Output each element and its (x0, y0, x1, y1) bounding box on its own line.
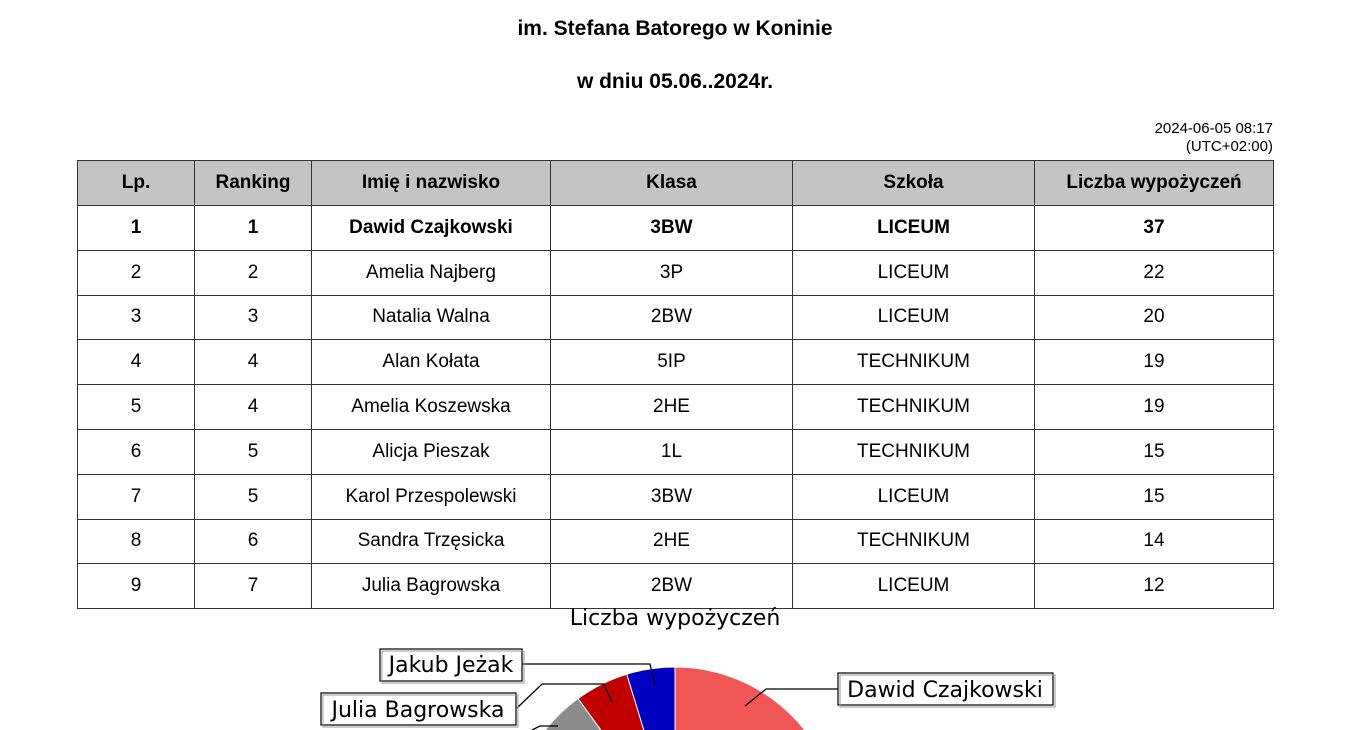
cell-lp: 8 (78, 519, 195, 564)
cell-name: Natalia Walna (312, 295, 551, 340)
cell-class: 1L (551, 429, 793, 474)
cell-name: Sandra Trzęsicka (312, 519, 551, 564)
cell-ranking: 5 (195, 474, 312, 519)
cell-name: Alan Kołata (312, 340, 551, 385)
cell-class: 2HE (551, 385, 793, 430)
cell-school: TECHNIKUM (793, 340, 1035, 385)
cell-loans: 20 (1035, 295, 1274, 340)
cell-ranking: 2 (195, 250, 312, 295)
cell-school: TECHNIKUM (793, 385, 1035, 430)
cell-loans: 12 (1035, 564, 1274, 609)
cell-loans: 14 (1035, 519, 1274, 564)
cell-class: 2BW (551, 295, 793, 340)
cell-loans: 19 (1035, 340, 1274, 385)
cell-loans: 15 (1035, 429, 1274, 474)
report-title-date: w dniu 05.06..2024r. (576, 70, 774, 93)
cell-class: 5IP (551, 340, 793, 385)
cell-name: Amelia Najberg (312, 250, 551, 295)
label-jezak: Jakub Jeżak (388, 653, 514, 678)
column-header-class: Klasa (551, 161, 793, 206)
cell-ranking: 6 (195, 519, 312, 564)
cell-school: LICEUM (793, 474, 1035, 519)
cell-class: 2BW (551, 564, 793, 609)
column-header-name: Imię i nazwisko (312, 161, 551, 206)
cell-school: TECHNIKUM (793, 519, 1035, 564)
cell-school: LICEUM (793, 564, 1035, 609)
cell-lp: 9 (78, 564, 195, 609)
timestamp-datetime: 2024-06-05 08:17 (1154, 120, 1273, 137)
cell-lp: 5 (78, 385, 195, 430)
cell-ranking: 7 (195, 564, 312, 609)
cell-class: 3BW (551, 474, 793, 519)
cell-loans: 19 (1035, 385, 1274, 430)
column-header-loans: Liczba wypożyczeń (1035, 161, 1274, 206)
cell-loans: 15 (1035, 474, 1274, 519)
cell-ranking: 5 (195, 429, 312, 474)
cell-school: TECHNIKUM (793, 429, 1035, 474)
cell-ranking: 4 (195, 340, 312, 385)
cell-ranking: 1 (195, 206, 312, 251)
cell-school: LICEUM (793, 250, 1035, 295)
label-czajkowski: Dawid Czajkowski (847, 678, 1043, 703)
cell-lp: 4 (78, 340, 195, 385)
cell-school: LICEUM (793, 206, 1035, 251)
cell-loans: 37 (1035, 206, 1274, 251)
cell-name: Julia Bagrowska (312, 564, 551, 609)
cell-name: Alicja Pieszak (312, 429, 551, 474)
pie-slices (532, 667, 840, 730)
cell-class: 3BW (551, 206, 793, 251)
cell-lp: 3 (78, 295, 195, 340)
cell-lp: 6 (78, 429, 195, 474)
timestamp-timezone: (UTC+02:00) (1185, 138, 1273, 155)
cell-lp: 2 (78, 250, 195, 295)
pie-chart-title: Liczba wypożyczeń (569, 606, 781, 631)
label-bagrowska: Julia Bagrowska (331, 698, 505, 723)
pie-slice-czajkowski (675, 667, 840, 730)
cell-lp: 7 (78, 474, 195, 519)
cell-ranking: 3 (195, 295, 312, 340)
cell-class: 2HE (551, 519, 793, 564)
column-header-lp: Lp. (78, 161, 195, 206)
cell-lp: 1 (78, 206, 195, 251)
cell-name: Dawid Czajkowski (312, 206, 551, 251)
cell-ranking: 4 (195, 385, 312, 430)
cell-school: LICEUM (793, 295, 1035, 340)
cell-class: 3P (551, 250, 793, 295)
cell-name: Amelia Koszewska (312, 385, 551, 430)
report-title-line1: im. Stefana Batorego w Koninie (517, 17, 833, 40)
column-header-school: Szkoła (793, 161, 1035, 206)
column-header-ranking: Ranking (195, 161, 312, 206)
cell-loans: 22 (1035, 250, 1274, 295)
cell-name: Karol Przespolewski (312, 474, 551, 519)
